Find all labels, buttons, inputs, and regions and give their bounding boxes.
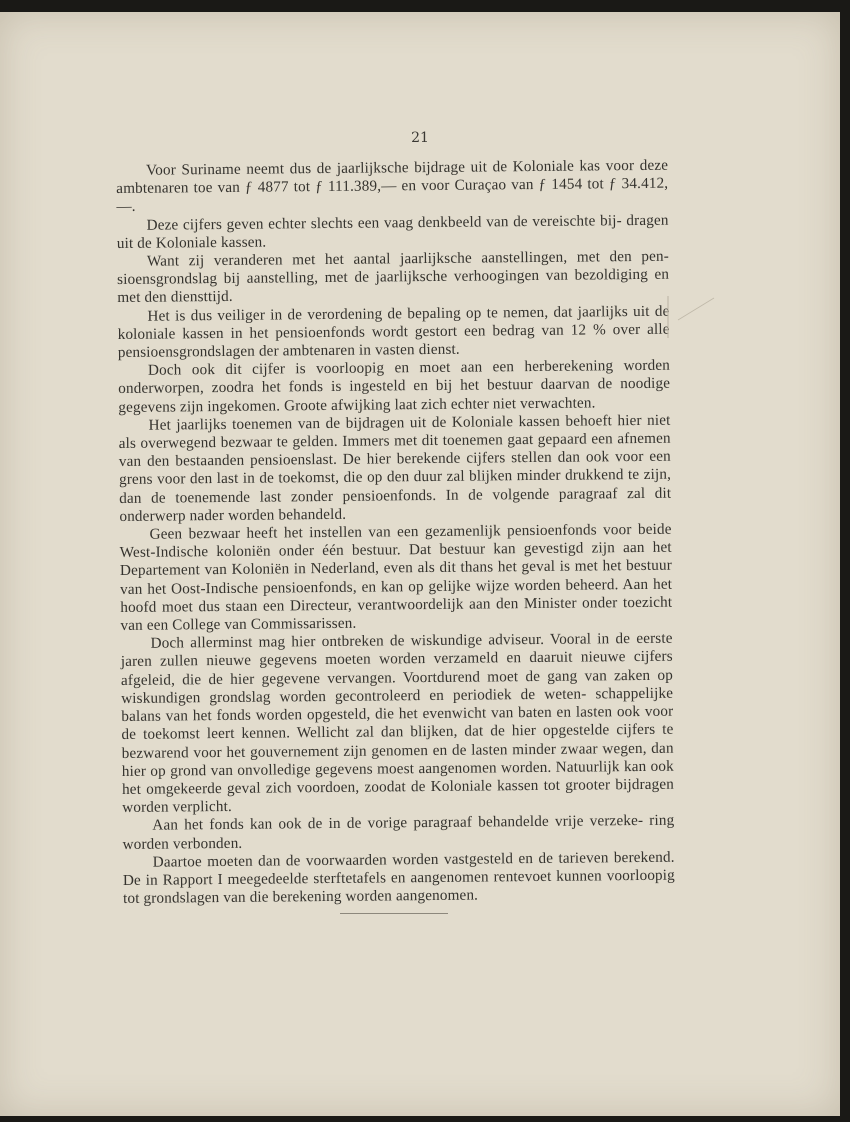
text-line: een afnemen van den bestaanden pensioenslast. De hier berekende cijfers stellen	[118, 429, 671, 471]
text-line: en lasten ook voor de toekomst leert kennen. Wellicht zal dan blijken, dat de	[121, 702, 674, 744]
text-line: en met den diensttijd.	[117, 265, 670, 307]
text-line: Voor Suriname neemt dus de jaarlijksche bijdrage uit de Koloniale kas voor	[145, 157, 635, 179]
text-line: dan ook voor een grens voor den last in de toekomst, die op den duur zal blijken	[118, 447, 671, 489]
text-line: Want zij veranderen met het aantal jaarlijksche aanstellingen, met den pen-	[146, 247, 670, 270]
text-line: Deze cijfers geven echter slechts een vaag denkbeeld van de vereischte bij-	[146, 211, 622, 234]
paragraph	[118, 412, 671, 527]
text-line: volgende paragraaf zal dit onderwerp nader worden behandeld.	[119, 484, 672, 525]
text-line: cijfers afgeleid, die de hier gegevene vervangen. Voortdurend moet de gang van	[120, 648, 673, 689]
text-line: sioensgrondslag bij aanstelling, met de jaarlijksche verhoogingen van bezoldiging	[117, 266, 649, 289]
text-line: beheerd. Aan het hoofd moet dus staan een Directeur, verantwoordelijk aan den	[120, 575, 673, 616]
text-line: hier opgestelde cijfers te bezwarend voor het gouvernement zijn genomen en de	[121, 720, 674, 762]
paragraph	[117, 302, 669, 362]
text-line: Doch ook dit cijfer is voorloopig en moet aan een herberekening worden	[147, 356, 671, 379]
text-line: lasten minder zwaar wegen, dan hier op grond van onvolledige gegevens moest	[121, 739, 674, 780]
paragraph	[119, 521, 672, 636]
paragraph	[116, 157, 668, 217]
text-line: Daartoe moeten dan de voorwaarden worden vastgesteld en de tarieven	[152, 849, 609, 871]
paragraph	[123, 848, 675, 908]
text-line: ƒ 34.412,—.	[116, 174, 669, 216]
text-line: minder drukkend te zijn, dan de toenemende last zonder pensioenfonds. In de	[119, 466, 672, 507]
text-line: onderworpen, zoodra het fonds is ingesteld en bij het bestuur daarvan de noodige	[118, 375, 671, 398]
text-line: kunnen voorloopig tot grondslagen van die berekening worden aangenomen.	[122, 866, 675, 908]
text-line: schappelijke balans van het fonds worden opgesteld, die het evenwicht van baten	[121, 684, 674, 726]
text-line: uit de koloniale kassen in het pensioenfonds wordt gestort een bedrag van 12 %	[117, 302, 670, 343]
text-line: deze ambtenaren toe van ƒ 4877 tot ƒ 111.389,— en voor Curaçao van ƒ 1454 tot	[116, 156, 669, 198]
text-line: Aan het fonds kan ook de in de vorige paragraaf behandelde vrije verzeke-	[152, 812, 644, 834]
document-page	[0, 12, 840, 1116]
text-line: eerste jaren zullen nieuwe gegevens moeten worden verzameld en daaruit nieuwe	[120, 629, 673, 671]
text-line: met het bestuur van het Oost-Indische pensioenfonds, en kan op gelijke wijze worden	[120, 557, 672, 598]
pencil-margin-mark	[662, 294, 722, 344]
paragraph	[118, 357, 670, 417]
text-line: Het is dus veiliger in de verordening de bepaling op te nemen, dat jaarlijks	[147, 302, 629, 325]
text-line: beide West-Indische koloniën onder één bestuur. Dat bestuur kan gevestigd zijn	[119, 520, 672, 562]
paragraph	[117, 211, 669, 253]
text-line: dragen uit de Koloniale kassen.	[116, 211, 669, 252]
text-line: niet als overwegend bezwaar te gelden. Immers met dit toenemen gaat gepaard	[118, 411, 671, 453]
text-line: Minister onder toezicht van een College van Commissarissen.	[120, 593, 673, 635]
text-line: aangenomen worden. Natuurlijk kan ook het omgekeerde geval zich voordoen,	[121, 757, 674, 798]
text-line: Geen bezwaar heeft het instellen van een gezamenlijk pensioenfonds voor	[149, 521, 632, 543]
text-line: Doch allerminst mag hier ontbreken de wiskundige adviseur. Vooral in de	[150, 630, 631, 652]
text-line: gegevens zijn ingekomen. Groote afwijking laat zich echter niet verwachten.	[118, 394, 596, 416]
end-divider	[340, 913, 448, 914]
text-line: Het jaarlijks toenemen van de bijdragen uit de Koloniale kassen behoeft hier	[148, 411, 642, 434]
text-line: zaken op wiskundigen grondslag worden gecontroleerd en periodiek de weten-	[121, 666, 674, 707]
paragraph	[117, 248, 669, 308]
text-line: ring worden verbonden.	[122, 811, 675, 853]
page-number: 21	[411, 130, 429, 146]
paragraph	[121, 630, 675, 817]
text-line: aan het Departement van Koloniën in Nederland, even als dit thans het geval is	[119, 538, 672, 580]
body-text	[116, 157, 675, 909]
text-line: zoodat de Koloniale kassen tot grooter bijdragen worden verplicht.	[122, 775, 675, 817]
paragraph	[122, 812, 674, 854]
text-line: over alle pensioensgrondslagen der ambtenaren in vasten dienst.	[117, 320, 670, 362]
text-line: berekend. De in Rapport I meegedeelde sterftetafels en aangenomen rentevoet	[122, 848, 675, 889]
